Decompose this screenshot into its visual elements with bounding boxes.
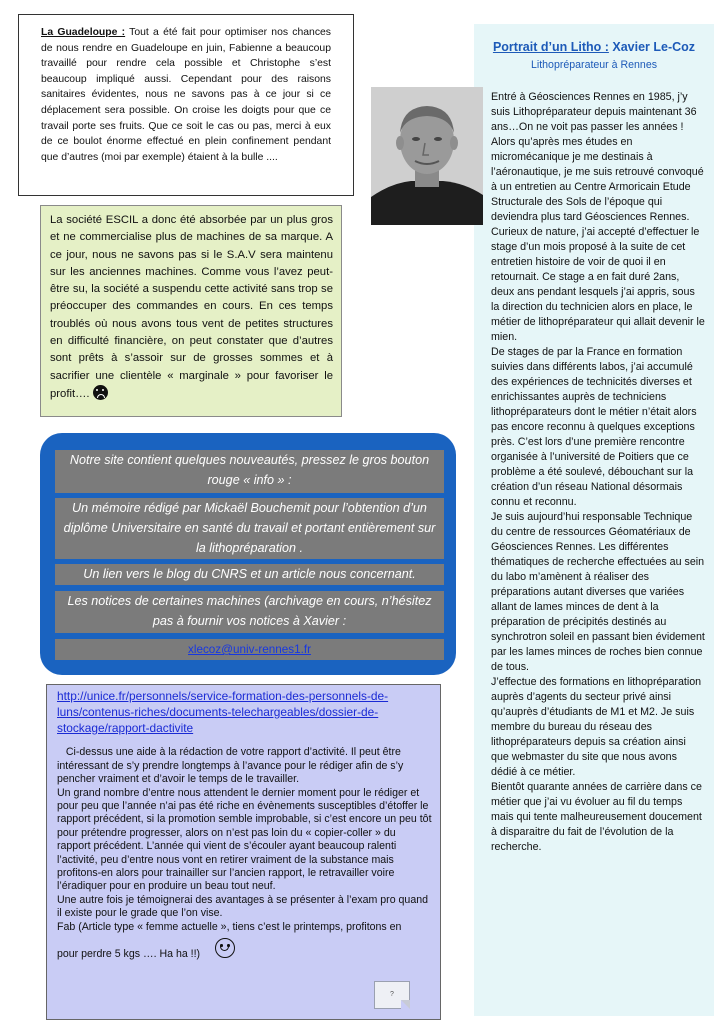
portrait-paragraph: Je suis aujourd’hui responsable Technique du centre de ressources Géomatériaux de Géosciences Rennes. Les différentes thématiques de recherche effectuées au sein du labo m’amènent à réaliser des préparations autant diverses que variées allant de lames minces de dent à la préparation de précipités destinés au synchrotron soleil en passant bien évidement par les lames minces de roches bien connue de tous. <box>491 511 705 673</box>
sticky-note-icon: ? <box>374 981 410 1009</box>
info-site-news: Notre site contient quelques nouveautés, pressez le gros bouton rouge « info » : <box>55 450 444 493</box>
info-panel <box>40 433 456 675</box>
smiley-face-icon <box>215 938 235 958</box>
guadeloupe-heading: La Guadeloupe : <box>41 27 126 38</box>
info-memoire: Un mémoire rédigé par Mickaël Bouchemit pour l’obtention d’un diplôme Universitaire en santé du travail et portant entièrement sur la lithopréparation . <box>55 498 444 559</box>
portrait-paragraph: Alors qu’après mes études en micromécanique je me destinais à l’aéronautique, je me suis retrouvé convoqué à un entretien au Centre Armoricain Etude Structurale des Sols de l’époque qui deviendra plus tard Géosciences Rennes. <box>491 136 704 223</box>
rapport-paragraph-1: Ci-dessus une aide à la rédaction de votre rapport d’activité. Il peut être intéressant de s’y prendre longtemps à l’avance pour le rédiger afin de s’y pencher vraiment et d’avoir le temps de le travailler. <box>57 746 407 786</box>
email-link[interactable]: xlecoz@univ-rennes1.fr <box>188 643 311 656</box>
portrait-body <box>491 90 705 855</box>
person-portrait-icon <box>371 87 483 225</box>
portrait-column <box>474 24 714 1016</box>
rapport-paragraph-2: Un grand nombre d’entre nous attendent le dernier moment pour le rédiger et pour peu que l’année n’ai pas été riche en évènements susceptibles d’étoffer le rapport précédent, si la promotion semble improbable, si c’est encore un peu tôt pour prétendre progresser, alors on n’est pas loin du « copier-coller » du rapport précédent. L’année qui vient de s’écouler ayant beaucoup ralenti l’activité, peu d’entre nous vont en retirer vraiment de la substance mais profitons-en alors pour trainailler sur l’ancien rapport, le retravailler voire l’éradiquer pour en produire un beau tout neuf. <box>57 786 432 893</box>
portrait-photo <box>371 87 483 225</box>
info-cnrs-link: Un lien vers le blog du CNRS et un article nous concernant. <box>55 564 444 585</box>
portrait-paragraph: Entré à Géosciences Rennes en 1985, j’y suis Lithopréparateur depuis maintenant 36 ans…On ne voit pas passer les années ! <box>491 91 697 133</box>
guadeloupe-text: Tout a été fait pour optimiser nos chances de nous rendre en Guadeloupe en juin, Fabienne a beaucoup travaillé pour rendre cela possible et Christophe s’est beaucoup impliqué aussi. Cependant pour des raisons sanitaires évidentes, nous ne savons pas à ce jour si ce déplacement sera possible. On croise les doigts pour que ce travail porte ses fruits. Que ce soit le cas ou pas, merci à eux de ce boulot énorme effectué en plein confinement pendant que d’autres (moi par exemple) étaient à la bulle .... <box>41 27 331 163</box>
portrait-paragraph: De stages de par la France en formation suivies dans différents labos, j’ai accumulé des expériences de technicités diverses et enrichissantes auprès de techniciens lithopréparateurs dont le métier n’était alors pas encore reconnu à quelques exceptions près. C’est lors d’une première rencontre organisée à l’université de Poitiers que ce problème a été soulevé, débouchant sur la création d’un réseau National désormais connu et reconnu. <box>491 346 697 508</box>
guadeloupe-paragraph <box>41 25 331 165</box>
portrait-paragraph: J’effectue des formations en lithopréparation auprès d’agents du secteur privé ainsi qu’auprès d’étudiants de M1 et M2. Je suis membre du bureau du réseau des lithopréparateurs depuis sa création ainsi que webmaster du site que nous avons dédié à ce métier. <box>491 676 702 778</box>
guadeloupe-box <box>18 14 354 196</box>
portrait-title-label: Portrait d’un Litho : <box>492 40 609 54</box>
portrait-subtitle: Lithopréparateur à Rennes <box>530 59 658 71</box>
info-notices: Les notices de certaines machines (archivage en cours, n’hésitez pas à fournir vos notices à Xavier : <box>55 591 444 633</box>
escil-paragraph <box>50 212 333 403</box>
portrait-title-name: Xavier Le-Coz <box>608 40 696 54</box>
rapport-paragraph-4: Fab (Article type « femme actuelle », tiens c’est le printemps, profitons en <box>57 920 402 933</box>
frown-face-icon <box>93 385 108 400</box>
escil-text: La société ESCIL a donc été absorbée par un plus gros et ne commercialise plus de machines de sa marque. A ce jour, nous ne savons pas si le S.A.V sera maintenu sur les anciennes machines. Comme vous l’avez peut-être su, la société a suspendu cette activité sans trop se préoccuper des commandes en cours. En ces temps troublés où nous avons tous vent de petites structures en difficulté financière, on peut constater que d’autres sont prêts à s’assoir sur de grosses sommes et à sacrifier une clientèle « marginale » pour favoriser le profit…. <box>50 214 333 400</box>
escil-box <box>40 205 342 417</box>
rapport-sign-row <box>57 948 432 961</box>
rapport-paragraph-3: Une autre fois je témoignerai des avantages à se présenter à l’exam pro quand il existe pour le grade que l’on vise. <box>57 893 429 920</box>
portrait-paragraph: Curieux de nature, j’ai accepté d’effectuer le stage d’un mois proposé à la suite de cet entretien histoire de voir de quoi il en retournait. Ce stage a en fait duré 2ans, deux ans pendant lesquels j’ai appris, sous la direction du technicien alors en place, le métier de lithopréparateur qui allait devenir le mien. <box>491 226 705 343</box>
rapport-url-link[interactable]: http://unice.fr/personnels/service-formation-des-personnels-de-luns/contenus-riches/documents-telechargeables/dossier-de-stockage/rapport-dactivite <box>57 689 389 735</box>
portrait-paragraph: Bientôt quarante années de carrière dans ce métier que j’ai vu évoluer au fil du temps mais qui tente malheureusement doucement à disparaitre du fait de l’évolution de la recherche. <box>491 781 702 853</box>
portrait-title <box>474 40 714 54</box>
rapport-paragraph-5: pour perdre 5 kgs …. Ha ha !!) <box>57 948 201 961</box>
info-email-band <box>55 639 444 660</box>
rapport-box <box>46 684 441 1020</box>
